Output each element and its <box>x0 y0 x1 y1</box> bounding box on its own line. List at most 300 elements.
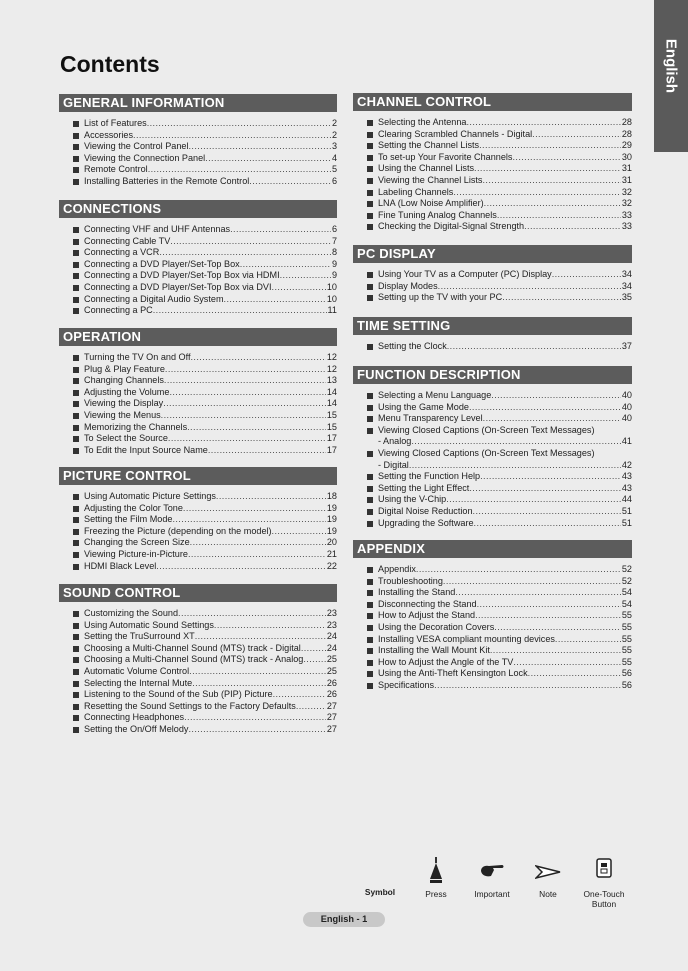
toc-entry-page: 5 <box>331 164 337 175</box>
toc-entry-page: 26 <box>326 689 337 700</box>
toc-entry[interactable] <box>59 387 337 399</box>
dot-leader <box>443 576 621 588</box>
toc-entry[interactable] <box>59 689 337 701</box>
dot-leader <box>528 668 621 680</box>
toc-entry[interactable] <box>59 666 337 678</box>
toc-entry-title: Menu Transparency Level <box>378 413 483 424</box>
toc-entry[interactable] <box>353 680 632 692</box>
toc-entry-title: Display Modes <box>378 280 438 291</box>
toc-entry[interactable] <box>59 537 337 549</box>
toc-entry-title: To set-up Your Favorite Channels <box>378 151 513 162</box>
toc-entry-title: Connecting a PC <box>84 305 153 316</box>
page-title: Contents <box>60 51 160 77</box>
toc-entry[interactable] <box>59 549 337 561</box>
dot-leader <box>555 634 621 646</box>
toc-entry-title: Appendix <box>378 564 416 574</box>
toc-section <box>59 200 337 317</box>
toc-entry-page: 6 <box>331 175 337 186</box>
toc-entry-title: Customizing the Sound <box>84 608 179 618</box>
toc-entry-page: 44 <box>621 494 632 505</box>
toc-entry-page: 4 <box>331 152 337 163</box>
toc-entry[interactable] <box>59 224 337 236</box>
dot-leader <box>280 270 331 282</box>
dot-leader <box>183 503 326 515</box>
section-heading: SOUND CONTROL <box>59 584 337 602</box>
toc-entry-page: 43 <box>621 471 632 482</box>
section-heading: OPERATION <box>59 328 337 346</box>
toc-section <box>59 328 337 456</box>
dot-leader <box>484 198 621 210</box>
toc-entry-page: 14 <box>326 386 337 397</box>
toc-entry[interactable] <box>59 176 337 188</box>
dot-leader <box>483 413 621 425</box>
toc-entry-page: 52 <box>621 575 632 586</box>
toc-entry-page: 35 <box>621 292 632 303</box>
section-heading: TIME SETTING <box>353 317 632 335</box>
toc-entry-title: Connecting VHF and UHF Antennas <box>84 224 231 234</box>
toc-entry-page: 54 <box>621 598 632 609</box>
toc-entry-page: 31 <box>621 163 632 174</box>
toc-list <box>59 224 337 317</box>
toc-entry[interactable] <box>59 433 337 445</box>
dot-leader <box>524 221 621 233</box>
toc-entry-page: 10 <box>326 293 337 304</box>
toc-entry-title: Connecting a DVD Player/Set-Top Box via DVI <box>84 281 272 292</box>
toc-list <box>353 564 632 692</box>
toc-entry[interactable] <box>59 352 337 364</box>
dot-leader <box>477 599 621 611</box>
dot-leader <box>205 153 331 165</box>
toc-entry[interactable] <box>59 445 337 457</box>
toc-entry-page: 3 <box>331 141 337 152</box>
toc-entry[interactable] <box>59 236 337 248</box>
toc-entry-title: Selecting the Internal Mute <box>84 677 193 688</box>
toc-entry-title: Clearing Scrambled Channels - Digital <box>378 128 533 139</box>
toc-entry-page: 27 <box>326 712 337 723</box>
symbol-legend <box>360 853 650 913</box>
toc-entry[interactable] <box>353 448 632 460</box>
toc-entry-title: - Analog <box>378 436 412 447</box>
toc-entry-title: Using the Decoration Covers <box>378 621 495 632</box>
toc-entry-page: 2 <box>331 129 337 140</box>
dot-leader <box>482 175 620 187</box>
toc-entry[interactable] <box>353 281 632 293</box>
dot-leader <box>502 292 621 304</box>
toc-entry-page: 23 <box>326 608 337 618</box>
toc-entry-page: 9 <box>331 270 337 281</box>
dot-leader <box>230 224 331 236</box>
toc-entry-page: 19 <box>326 514 337 525</box>
dot-leader <box>172 514 325 526</box>
toc-entry-title: Installing the Wall Mount Kit <box>378 645 490 656</box>
toc-list <box>353 390 632 529</box>
dot-leader <box>191 352 326 364</box>
toc-entry-title: - Digital <box>378 459 409 470</box>
toc-entry-title: Setting up the TV with your PC <box>378 292 503 303</box>
dot-leader <box>148 164 331 176</box>
toc-entry[interactable] <box>353 657 632 669</box>
toc-entry-title: Plug & Play Feature <box>84 363 165 374</box>
dot-leader <box>469 402 621 414</box>
toc-entry-title: Connecting a DVD Player/Set-Top Box <box>84 258 240 269</box>
dot-leader <box>195 631 326 643</box>
toc-entry-title: Disconnecting the Stand <box>378 598 477 609</box>
dot-leader <box>169 387 325 399</box>
dot-leader <box>188 141 330 153</box>
dot-leader <box>497 210 621 222</box>
toc-entry-title: Viewing the Display <box>84 398 164 409</box>
dot-leader <box>133 130 331 142</box>
dot-leader <box>164 375 326 387</box>
toc-entry-page: 33 <box>621 221 632 232</box>
toc-entry[interactable] <box>353 152 632 164</box>
dot-leader <box>190 537 326 549</box>
dot-leader <box>163 398 326 410</box>
toc-entry[interactable] <box>353 292 632 304</box>
toc-entry-title: Viewing Picture-in-Picture <box>84 548 188 559</box>
toc-entry-title: Setting the Clock <box>378 341 447 351</box>
toc-entry-title: To Select the Source <box>84 433 168 444</box>
dot-leader <box>469 483 621 495</box>
toc-entry[interactable] <box>353 163 632 175</box>
toc-entry-title: Viewing the Channel Lists <box>378 174 483 185</box>
dot-leader <box>272 282 326 294</box>
toc-entry-page: 11 <box>327 305 337 316</box>
toc-entry[interactable] <box>59 410 337 422</box>
dot-leader <box>532 129 621 141</box>
dot-leader <box>216 491 326 503</box>
toc-entry-title: Using the V-Chip <box>378 494 447 505</box>
dot-leader <box>301 643 326 655</box>
toc-list <box>59 352 337 456</box>
dot-leader <box>208 445 326 457</box>
toc-entry[interactable] <box>353 518 632 530</box>
toc-entry[interactable] <box>353 471 632 483</box>
dot-leader <box>409 460 621 472</box>
toc-entry[interactable] <box>59 724 337 736</box>
toc-entry-page: 43 <box>621 482 632 493</box>
dot-leader <box>474 163 621 175</box>
toc-entry[interactable] <box>353 460 632 472</box>
toc-entry-title: Choosing a Multi-Channel Sound (MTS) track - Analog <box>84 654 304 665</box>
toc-entry[interactable] <box>59 164 337 176</box>
dot-leader <box>272 526 326 538</box>
toc-entry[interactable] <box>59 118 337 130</box>
toc-entry-title: Upgrading the Software <box>378 517 474 528</box>
dot-leader <box>192 678 326 690</box>
toc-entry-title: Adjusting the Color Tone <box>84 502 183 513</box>
toc-entry-page: 31 <box>621 174 632 185</box>
toc-entry[interactable] <box>353 436 632 448</box>
toc-entry-page: 41 <box>621 436 632 447</box>
toc-entry-title: Setting the Film Mode <box>84 514 173 525</box>
toc-entry[interactable] <box>59 364 337 376</box>
dot-leader <box>189 666 326 678</box>
toc-entry[interactable] <box>353 221 632 233</box>
toc-entry[interactable] <box>59 620 337 632</box>
toc-entry-title: Turning the TV On and Off <box>84 352 191 362</box>
toc-entry[interactable] <box>353 129 632 141</box>
dot-leader <box>224 294 326 306</box>
toc-entry-title: Connecting a DVD Player/Set-Top Box via HDMI <box>84 270 280 281</box>
toc-entry-page: 12 <box>326 363 337 374</box>
toc-entry[interactable] <box>59 678 337 690</box>
toc-entry-page: 55 <box>621 656 632 667</box>
dot-leader <box>178 608 326 620</box>
toc-entry[interactable] <box>353 622 632 634</box>
dot-leader <box>188 549 326 561</box>
toc-entry-page: 15 <box>326 421 337 432</box>
dot-leader <box>411 436 621 448</box>
toc-list <box>59 118 337 188</box>
toc-entry-page: 40 <box>621 413 632 424</box>
toc-entry-page: 33 <box>621 209 632 220</box>
toc-entry-title: Setting the On/Off Melody <box>84 723 189 734</box>
toc-entry[interactable] <box>353 599 632 611</box>
toc-entry[interactable] <box>353 564 632 576</box>
toc-entry-title: Viewing the Menus <box>84 409 161 420</box>
one-touch-button-icon <box>582 857 626 883</box>
toc-entry[interactable] <box>59 561 337 573</box>
toc-entry-title: Selecting the Antenna <box>378 117 467 127</box>
toc-entry[interactable] <box>59 259 337 271</box>
toc-list <box>353 269 632 304</box>
dot-leader <box>416 564 621 576</box>
section-heading: GENERAL INFORMATION <box>59 94 337 112</box>
toc-entry-title: How to Adjust the Stand <box>378 610 476 621</box>
toc-entry-page: 12 <box>326 352 337 362</box>
symbol-one-touch: One-Touch Button <box>582 857 626 909</box>
toc-entry-page: 9 <box>331 258 337 269</box>
toc-entry[interactable] <box>353 634 632 646</box>
dot-leader <box>466 117 620 129</box>
toc-entry-page: 55 <box>621 621 632 632</box>
toc-entry-title: Troubleshooting <box>378 575 443 586</box>
toc-entry-page: 14 <box>326 398 337 409</box>
dot-leader <box>446 494 621 506</box>
dot-leader <box>473 506 621 518</box>
dot-leader <box>147 118 331 130</box>
dot-leader <box>434 680 621 692</box>
toc-entry-page: 29 <box>621 140 632 151</box>
toc-entry[interactable] <box>59 130 337 142</box>
toc-entry[interactable] <box>59 643 337 655</box>
toc-entry-title: Resetting the Sound Settings to the Factory Defaults <box>84 700 296 711</box>
toc-entry-page: 52 <box>621 564 632 574</box>
dot-leader <box>455 587 621 599</box>
toc-entry-page: 19 <box>326 525 337 536</box>
toc-entry[interactable] <box>59 282 337 294</box>
toc-entry-title: Specifications <box>378 679 435 690</box>
toc-section <box>59 94 337 188</box>
symbol-important: Important <box>472 857 512 899</box>
toc-entry-title: Installing VESA compliant mounting devices <box>378 633 555 644</box>
toc-entry[interactable] <box>353 413 632 425</box>
toc-entry-page: 40 <box>621 390 632 400</box>
toc-entry-title: Using the Anti-Theft Kensington Lock <box>378 668 528 679</box>
dot-leader <box>512 152 620 164</box>
toc-entry-title: Using the Game Mode <box>378 401 469 412</box>
toc-entry[interactable] <box>59 294 337 306</box>
dot-leader <box>513 657 621 669</box>
dot-leader <box>165 364 326 376</box>
toc-entry[interactable] <box>59 701 337 713</box>
toc-entry[interactable] <box>353 402 632 414</box>
dot-leader <box>438 281 621 293</box>
toc-entry[interactable] <box>353 341 632 353</box>
toc-entry-title: HDMI Black Level <box>84 560 157 571</box>
toc-section <box>59 584 337 736</box>
toc-entry-page: 22 <box>326 560 337 571</box>
toc-entry-page: 27 <box>326 700 337 711</box>
toc-entry-title: Using Automatic Picture Settings <box>84 491 216 501</box>
toc-entry-page: 19 <box>326 502 337 513</box>
toc-entry-title: How to Adjust the Angle of the TV <box>378 656 514 667</box>
toc-entry-page: 42 <box>621 459 632 470</box>
toc-entry-title: Connecting Cable TV <box>84 235 171 246</box>
toc-entry-page: 56 <box>621 679 632 690</box>
toc-entry-title: Choosing a Multi-Channel Sound (MTS) track - Digital <box>84 642 301 653</box>
toc-entry[interactable] <box>59 631 337 643</box>
toc-entry[interactable] <box>59 305 337 317</box>
toc-entry[interactable] <box>59 514 337 526</box>
toc-entry-title: Viewing the Control Panel <box>84 141 189 152</box>
toc-entry-page: 24 <box>326 631 337 642</box>
toc-entry-title: Memorizing the Channels <box>84 421 188 432</box>
toc-entry[interactable] <box>353 140 632 152</box>
toc-entry[interactable] <box>59 141 337 153</box>
toc-entry[interactable] <box>353 645 632 657</box>
toc-entry-page: 55 <box>621 610 632 621</box>
toc-entry-page: 30 <box>621 151 632 162</box>
toc-entry[interactable] <box>59 375 337 387</box>
toc-entry[interactable] <box>59 398 337 410</box>
toc-entry[interactable] <box>59 270 337 282</box>
press-icon <box>416 857 456 883</box>
toc-entry-title: Setting the Function Help <box>378 471 481 482</box>
toc-entry-page: 21 <box>326 548 337 559</box>
toc-entry-page: 2 <box>331 118 337 128</box>
toc-entry[interactable] <box>353 610 632 622</box>
dot-leader <box>170 236 331 248</box>
toc-entry-title: To Edit the Input Source Name <box>84 444 208 455</box>
toc-entry[interactable] <box>353 576 632 588</box>
toc-entry-page: 51 <box>621 505 632 516</box>
toc-entry-page: 34 <box>621 280 632 291</box>
toc-entry[interactable] <box>353 390 632 402</box>
dot-leader <box>187 422 326 434</box>
toc-entry-page: 56 <box>621 668 632 679</box>
dot-leader <box>214 620 326 632</box>
toc-section <box>353 540 632 692</box>
toc-entry-page: 6 <box>331 224 337 234</box>
toc-entry[interactable] <box>353 483 632 495</box>
toc-entry[interactable] <box>59 491 337 503</box>
symbol-note: Note <box>528 857 568 899</box>
pointing-hand-icon <box>472 857 512 883</box>
dot-leader <box>240 259 331 271</box>
toc-entry[interactable] <box>353 494 632 506</box>
toc-entry[interactable] <box>59 247 337 259</box>
toc-entry[interactable] <box>59 526 337 538</box>
toc-entry-title: Connecting Headphones <box>84 712 185 723</box>
toc-entry[interactable] <box>59 422 337 434</box>
section-heading: CONNECTIONS <box>59 200 337 218</box>
toc-entry[interactable] <box>59 503 337 515</box>
toc-entry[interactable] <box>353 175 632 187</box>
toc-entry-title: Changing Channels <box>84 375 164 386</box>
toc-entry-title: Setting the TruSurround XT <box>84 631 195 642</box>
toc-entry[interactable] <box>353 269 632 281</box>
toc-entry-page: 25 <box>326 654 337 665</box>
toc-section <box>59 467 337 572</box>
toc-entry[interactable] <box>353 187 632 199</box>
toc-entry-page: 17 <box>326 444 337 455</box>
toc-entry[interactable] <box>353 425 632 437</box>
toc-entry-page: 23 <box>326 619 337 630</box>
section-heading: PICTURE CONTROL <box>59 467 337 485</box>
dot-leader <box>296 701 326 713</box>
toc-entry-page: 26 <box>326 677 337 688</box>
toc-entry[interactable] <box>353 210 632 222</box>
dot-leader <box>552 269 621 281</box>
toc-entry-page: 54 <box>621 587 632 598</box>
toc-entry-title: Selecting a Menu Language <box>378 390 492 400</box>
toc-entry[interactable] <box>353 668 632 680</box>
dot-leader <box>480 471 621 483</box>
toc-entry-page: 20 <box>326 537 337 548</box>
toc-entry-title: Viewing Closed Captions (On-Screen Text Messages) <box>378 447 595 458</box>
dot-leader <box>188 724 325 736</box>
symbol-press: Press <box>416 857 456 899</box>
toc-entry-page: 17 <box>326 433 337 444</box>
toc-list <box>353 117 632 233</box>
toc-entry[interactable] <box>59 608 337 620</box>
toc-entry[interactable] <box>59 654 337 666</box>
dot-leader <box>447 341 621 353</box>
toc-entry-page: 37 <box>621 341 632 351</box>
toc-entry[interactable] <box>353 117 632 129</box>
toc-entry-page: 40 <box>621 401 632 412</box>
toc-entry-title: Installing Batteries in the Remote Control <box>84 175 250 186</box>
toc-entry-title: Accessories <box>84 129 134 140</box>
section-heading: CHANNEL CONTROL <box>353 93 632 111</box>
toc-entry[interactable] <box>59 153 337 165</box>
toc-entry-page: 28 <box>621 128 632 139</box>
toc-entry-title: Connecting a VCR <box>84 247 160 258</box>
toc-entry-title: Listening to the Sound of the Sub (PIP) Picture <box>84 689 273 700</box>
toc-entry[interactable] <box>59 712 337 724</box>
toc-entry-title: Fine Tuning Analog Channels <box>378 209 497 220</box>
toc-entry-title: List of Features <box>84 118 147 128</box>
toc-section <box>353 366 632 529</box>
toc-entry-page: 55 <box>621 645 632 656</box>
page-number-badge: English - 1 <box>303 912 385 927</box>
toc-entry-page: 7 <box>331 235 337 246</box>
toc-entry-title: LNA (Low Noise Amplifier) <box>378 198 484 209</box>
toc-entry[interactable] <box>353 506 632 518</box>
toc-entry-title: Freezing the Picture (depending on the model) <box>84 525 272 536</box>
toc-entry[interactable] <box>353 198 632 210</box>
dot-leader <box>153 305 327 317</box>
dot-leader <box>303 654 326 666</box>
toc-section <box>353 317 632 353</box>
toc-entry[interactable] <box>353 587 632 599</box>
section-heading: FUNCTION DESCRIPTION <box>353 366 632 384</box>
toc-entry-title: Remote Control <box>84 164 148 175</box>
toc-list <box>59 608 337 736</box>
toc-entry-title: Setting the Channel Lists <box>378 140 480 151</box>
